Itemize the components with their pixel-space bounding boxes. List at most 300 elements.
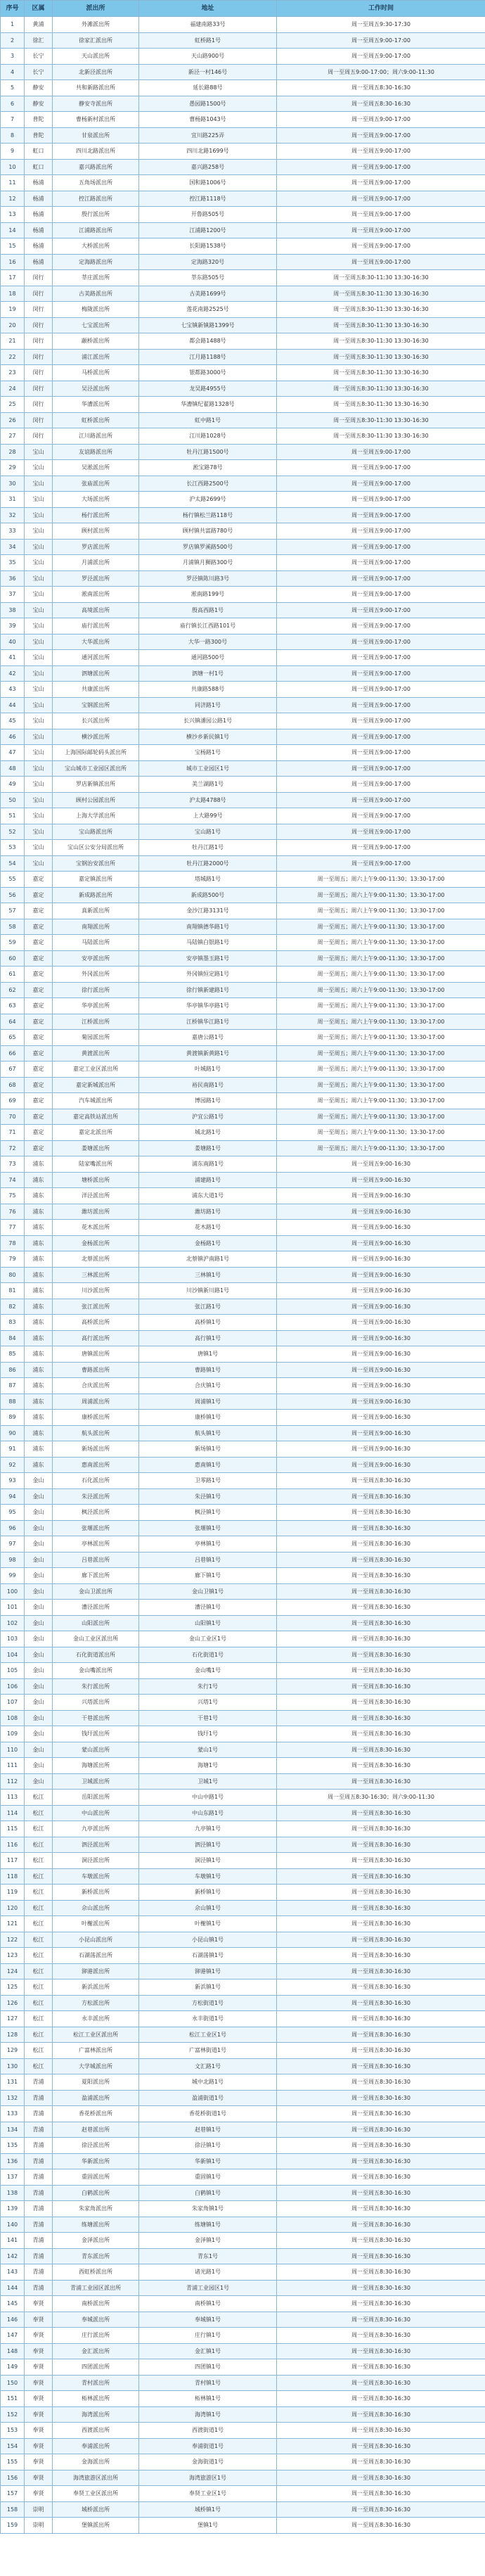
cell-district: 闵行 xyxy=(25,333,53,350)
cell-address: 康桥镇1号 xyxy=(139,1410,277,1426)
cell-address: 华漕镇纪翟路1328号 xyxy=(139,397,277,413)
cell-hours: 周一至周五8:30-16:30；周六9:00-11:30 xyxy=(277,1790,485,1806)
cell-index: 8 xyxy=(1,127,25,144)
cell-index: 151 xyxy=(1,2391,25,2407)
cell-hours: 周一至周五9:00-17:00 xyxy=(277,840,485,856)
cell-hours: 周一至周五8:30-16:30 xyxy=(277,80,485,96)
cell-index: 109 xyxy=(1,1726,25,1742)
table-row xyxy=(1,254,485,270)
cell-district: 宝山 xyxy=(25,697,53,713)
cell-hours: 周一至周五9:00-16:30 xyxy=(277,1299,485,1315)
cell-address: 四团镇1号 xyxy=(139,2359,277,2376)
cell-address: 惠南镇1号 xyxy=(139,1457,277,1473)
cell-district: 奉贤 xyxy=(25,2343,53,2359)
cell-district: 金山 xyxy=(25,1773,53,1790)
cell-address: 城市工业园区1号 xyxy=(139,760,277,777)
table-row xyxy=(1,127,485,144)
cell-station: 廊下派出所 xyxy=(53,1568,139,1584)
cell-index: 100 xyxy=(1,1583,25,1600)
cell-address: 廊下镇1号 xyxy=(139,1568,277,1584)
cell-index: 154 xyxy=(1,2438,25,2454)
cell-address: 淞南路199号 xyxy=(139,587,277,603)
cell-address: 四川北路1699号 xyxy=(139,144,277,160)
table-row xyxy=(1,476,485,492)
cell-address: 永丰街道1号 xyxy=(139,2011,277,2027)
cell-index: 126 xyxy=(1,1995,25,2011)
cell-district: 青浦 xyxy=(25,2138,53,2154)
cell-district: 虹口 xyxy=(25,159,53,175)
table-row xyxy=(1,270,485,286)
cell-hours: 周一至周五8:30-16:30 xyxy=(277,2375,485,2391)
cell-district: 宝山 xyxy=(25,555,53,571)
cell-station: 江浦路派出所 xyxy=(53,222,139,238)
cell-index: 86 xyxy=(1,1362,25,1378)
cell-address: 愚园路1500号 xyxy=(139,96,277,112)
cell-station: 嘉定工业区派出所 xyxy=(53,1061,139,1078)
cell-address: 蒙山1号 xyxy=(139,1742,277,1758)
cell-index: 57 xyxy=(1,903,25,919)
cell-hours: 周一至周五9:00-17:00 xyxy=(277,729,485,745)
cell-station: 重固派出所 xyxy=(53,2169,139,2186)
cell-hours: 周一至周五9:00-17:00 xyxy=(277,112,485,128)
cell-district: 宝山 xyxy=(25,745,53,761)
cell-district: 宝山 xyxy=(25,682,53,698)
cell-station: 共和新路派出所 xyxy=(53,80,139,96)
cell-hours: 周一至周五9:00-16:30 xyxy=(277,1283,485,1299)
cell-district: 宝山 xyxy=(25,523,53,540)
cell-district: 松江 xyxy=(25,1805,53,1821)
table-row xyxy=(1,2043,485,2059)
cell-hours: 周一至周五8:30-16:30 xyxy=(277,1885,485,1901)
cell-address: 诸光路1号 xyxy=(139,2264,277,2281)
cell-station: 莘庄派出所 xyxy=(53,270,139,286)
table-row xyxy=(1,1758,485,1774)
cell-hours: 周一至周五9:00-16:30 xyxy=(277,1441,485,1458)
cell-district: 杨浦 xyxy=(25,238,53,255)
cell-district: 松江 xyxy=(25,1853,53,1869)
cell-index: 146 xyxy=(1,2312,25,2328)
cell-hours: 周一至周五9:00-17:00 xyxy=(277,570,485,587)
cell-hours: 周一至周五9:00-16:30 xyxy=(277,1457,485,1473)
table-row xyxy=(1,1790,485,1806)
cell-index: 127 xyxy=(1,2011,25,2027)
cell-index: 52 xyxy=(1,824,25,840)
table-row xyxy=(1,903,485,919)
cell-hours: 周一至周五8:30-11:30 13:30-16:30 xyxy=(277,397,485,413)
table-row xyxy=(1,381,485,397)
cell-address: 漕泾镇1号 xyxy=(139,1600,277,1616)
table-row xyxy=(1,1678,485,1695)
cell-district: 奉贤 xyxy=(25,2391,53,2407)
cell-hours: 周一至周五9:00-17:00 xyxy=(277,745,485,761)
cell-station: 金山工业区派出所 xyxy=(53,1631,139,1647)
cell-station: 金泽派出所 xyxy=(53,2233,139,2249)
cell-station: 小昆山派出所 xyxy=(53,1932,139,1948)
cell-hours: 周一至周五8:30-16:30 xyxy=(277,2058,485,2074)
cell-station: 高桥派出所 xyxy=(53,1315,139,1331)
cell-address: 亭林镇1号 xyxy=(139,1536,277,1552)
cell-address: 江川路1028号 xyxy=(139,428,277,445)
cell-hours: 周一至周五8:30-16:30 xyxy=(277,1536,485,1552)
table-row xyxy=(1,349,485,365)
cell-district: 青浦 xyxy=(25,2169,53,2186)
cell-hours: 周一至周五；周六上午9:00-11:30；13:30-17:00 xyxy=(277,1109,485,1125)
table-row xyxy=(1,207,485,223)
cell-hours: 周一至周五8:30-16:30 xyxy=(277,2153,485,2169)
cell-station: 漕泾派出所 xyxy=(53,1600,139,1616)
cell-district: 浦东 xyxy=(25,1156,53,1173)
cell-address: 川沙镇新川路1号 xyxy=(139,1283,277,1299)
cell-district: 金山 xyxy=(25,1615,53,1631)
cell-station: 泗泾派出所 xyxy=(53,1837,139,1853)
cell-address: 堡镇1号 xyxy=(139,2518,277,2534)
cell-address: 虹桥路1号 xyxy=(139,32,277,49)
cell-address: 叶城路1号 xyxy=(139,1061,277,1078)
cell-index: 136 xyxy=(1,2153,25,2169)
table-row xyxy=(1,2470,485,2486)
cell-address: 三林镇1号 xyxy=(139,1267,277,1283)
table-row xyxy=(1,2375,485,2391)
cell-hours: 周一至周五9:00-16:30 xyxy=(277,1410,485,1426)
cell-district: 嘉定 xyxy=(25,872,53,888)
cell-address: 娄塘路1号 xyxy=(139,1140,277,1156)
cell-index: 99 xyxy=(1,1568,25,1584)
header-address: 地址 xyxy=(139,1,277,17)
table-row xyxy=(1,2138,485,2154)
cell-district: 嘉定 xyxy=(25,1014,53,1030)
cell-hours: 周一至周五9:00-17:00 xyxy=(277,32,485,49)
cell-index: 85 xyxy=(1,1346,25,1363)
cell-hours: 周一至周五8:30-16:30 xyxy=(277,1900,485,1916)
cell-hours: 周一至周五8:30-16:30 xyxy=(277,2406,485,2423)
table-row xyxy=(1,1315,485,1331)
cell-address: 泖港镇1号 xyxy=(139,1963,277,1979)
cell-index: 152 xyxy=(1,2406,25,2423)
cell-district: 青浦 xyxy=(25,2106,53,2122)
cell-station: 四团派出所 xyxy=(53,2359,139,2376)
cell-address: 长江西路2500号 xyxy=(139,476,277,492)
cell-address: 朱家角镇1号 xyxy=(139,2201,277,2217)
cell-hours: 周一至周五；周六上午9:00-11:30；13:30-17:00 xyxy=(277,872,485,888)
cell-station: 松江工业区派出所 xyxy=(53,2027,139,2043)
cell-district: 金山 xyxy=(25,1552,53,1568)
cell-hours: 周一至周五8:30-16:30 xyxy=(277,2264,485,2281)
table-row xyxy=(1,1077,485,1093)
cell-address: 西渡街道1号 xyxy=(139,2423,277,2439)
header-index: 序号 xyxy=(1,1,25,17)
cell-district: 黄浦 xyxy=(25,17,53,33)
cell-district: 宝山 xyxy=(25,507,53,523)
table-row xyxy=(1,1647,485,1663)
table-row xyxy=(1,950,485,967)
cell-address: 九亭镇1号 xyxy=(139,1821,277,1837)
table-row xyxy=(1,1568,485,1584)
cell-index: 50 xyxy=(1,792,25,808)
table-row xyxy=(1,2328,485,2344)
table-row xyxy=(1,2518,485,2534)
cell-index: 88 xyxy=(1,1394,25,1410)
cell-district: 青浦 xyxy=(25,2264,53,2281)
cell-index: 93 xyxy=(1,1473,25,1489)
cell-station: 梅陇派出所 xyxy=(53,302,139,318)
cell-address: 庙行镇长江西路101号 xyxy=(139,618,277,635)
cell-station: 古美路派出所 xyxy=(53,286,139,302)
cell-index: 82 xyxy=(1,1299,25,1315)
cell-hours: 周一至周五9:00-17:00 xyxy=(277,808,485,824)
cell-hours: 周一至周五8:30-16:30 xyxy=(277,1631,485,1647)
table-row xyxy=(1,2011,485,2027)
table-row xyxy=(1,1188,485,1204)
cell-address: 新成路500号 xyxy=(139,887,277,903)
cell-address: 朱泾镇1号 xyxy=(139,1488,277,1505)
cell-district: 金山 xyxy=(25,1726,53,1742)
cell-station: 张堰派出所 xyxy=(53,1520,139,1536)
cell-hours: 周一至周五8:30-16:30 xyxy=(277,1916,485,1932)
cell-district: 崇明 xyxy=(25,2518,53,2534)
cell-hours: 周一至周五8:30-16:30 xyxy=(277,2122,485,2138)
cell-station: 海湾派出所 xyxy=(53,2406,139,2423)
cell-hours: 周一至周五8:30-11:30 13:30-16:30 xyxy=(277,412,485,428)
cell-district: 金山 xyxy=(25,1583,53,1600)
cell-district: 浦东 xyxy=(25,1251,53,1268)
table-row xyxy=(1,634,485,650)
cell-district: 奉贤 xyxy=(25,2375,53,2391)
cell-hours: 周一至周五8:30-16:30 xyxy=(277,1726,485,1742)
cell-district: 嘉定 xyxy=(25,1140,53,1156)
cell-district: 金山 xyxy=(25,1505,53,1521)
cell-index: 29 xyxy=(1,460,25,476)
table-row xyxy=(1,618,485,635)
cell-station: 顾村派出所 xyxy=(53,523,139,540)
table-row xyxy=(1,713,485,729)
cell-station: 枫泾派出所 xyxy=(53,1505,139,1521)
cell-index: 94 xyxy=(1,1488,25,1505)
cell-index: 53 xyxy=(1,840,25,856)
cell-address: 长兴镇潘园公路1号 xyxy=(139,713,277,729)
cell-index: 120 xyxy=(1,1900,25,1916)
cell-index: 139 xyxy=(1,2201,25,2217)
cell-district: 嘉定 xyxy=(25,1093,53,1109)
cell-station: 高行派出所 xyxy=(53,1330,139,1346)
cell-station: 北新泾派出所 xyxy=(53,64,139,80)
cell-hours: 周一至周五8:30-16:30 xyxy=(277,2011,485,2027)
table-row xyxy=(1,998,485,1014)
cell-hours: 周一至周五；周六上午9:00-11:30；13:30-17:00 xyxy=(277,982,485,998)
cell-station: 吴泾派出所 xyxy=(53,381,139,397)
cell-station: 控江路派出所 xyxy=(53,191,139,207)
table-row xyxy=(1,1235,485,1251)
table-row xyxy=(1,1853,485,1869)
table-row xyxy=(1,1805,485,1821)
cell-hours: 周一至周五9:00-17:00 xyxy=(277,760,485,777)
cell-address: 新桥镇1号 xyxy=(139,1885,277,1901)
cell-address: 周浦镇1号 xyxy=(139,1394,277,1410)
table-row xyxy=(1,1425,485,1441)
cell-station: 安亭派出所 xyxy=(53,950,139,967)
cell-hours: 周一至周五9:00-17:00 xyxy=(277,777,485,793)
cell-index: 87 xyxy=(1,1378,25,1394)
table-row xyxy=(1,1299,485,1315)
cell-address: 高桥镇1号 xyxy=(139,1315,277,1331)
cell-station: 朱家角派出所 xyxy=(53,2201,139,2217)
cell-hours: 周一至周五8:30-16:30 xyxy=(277,1488,485,1505)
cell-address: 庄行镇1号 xyxy=(139,2328,277,2344)
table-row xyxy=(1,64,485,80)
table-row xyxy=(1,1378,485,1394)
cell-hours: 周一至周五8:30-16:30 xyxy=(277,2470,485,2486)
cell-hours: 周一至周五8:30-16:30 xyxy=(277,2074,485,2091)
cell-hours: 周一至周五；周六上午9:00-11:30；13:30-17:00 xyxy=(277,967,485,983)
cell-station: 朱泾派出所 xyxy=(53,1488,139,1505)
cell-hours: 周一至周五9:00-16:30 xyxy=(277,1362,485,1378)
cell-hours: 周一至周五8:30-16:30 xyxy=(277,1568,485,1584)
cell-index: 158 xyxy=(1,2501,25,2518)
cell-hours: 周一至周五9:00-17:00 xyxy=(277,444,485,460)
cell-station: 青东派出所 xyxy=(53,2248,139,2264)
cell-address: 牡丹江路1500号 xyxy=(139,444,277,460)
cell-station: 宝山区公安分局派出所 xyxy=(53,840,139,856)
cell-station: 惠南派出所 xyxy=(53,1457,139,1473)
cell-district: 奉贤 xyxy=(25,2359,53,2376)
cell-district: 嘉定 xyxy=(25,1061,53,1078)
cell-address: 通河路500号 xyxy=(139,650,277,666)
cell-index: 30 xyxy=(1,476,25,492)
cell-index: 122 xyxy=(1,1932,25,1948)
cell-station: 山阳派出所 xyxy=(53,1615,139,1631)
cell-station: 四川北路派出所 xyxy=(53,144,139,160)
cell-hours: 周一至周五8:30-11:30 13:30-16:30 xyxy=(277,270,485,286)
cell-station: 塘桥派出所 xyxy=(53,1172,139,1188)
table-row xyxy=(1,2501,485,2518)
cell-hours: 周一至周五8:30-16:30 xyxy=(277,1758,485,1774)
cell-address: 小昆山镇1号 xyxy=(139,1932,277,1948)
table-row xyxy=(1,2312,485,2328)
cell-address: 金海街道1号 xyxy=(139,2454,277,2470)
cell-hours: 周一至周五；周六上午9:00-11:30；13:30-17:00 xyxy=(277,1030,485,1046)
cell-address: 车墩镇1号 xyxy=(139,1868,277,1885)
cell-address: 福建南路33号 xyxy=(139,17,277,33)
cell-district: 奉贤 xyxy=(25,2470,53,2486)
cell-station: 嘉定北派出所 xyxy=(53,1125,139,1141)
cell-index: 75 xyxy=(1,1188,25,1204)
cell-station: 高境派出所 xyxy=(53,602,139,618)
cell-hours: 周一至周五；周六上午9:00-11:30；13:30-17:00 xyxy=(277,998,485,1014)
cell-station: 顾村公园派出所 xyxy=(53,792,139,808)
cell-index: 123 xyxy=(1,1948,25,1964)
cell-address: 新场镇1号 xyxy=(139,1441,277,1458)
cell-address: 白鹤镇1号 xyxy=(139,2185,277,2201)
cell-district: 浦东 xyxy=(25,1425,53,1441)
cell-index: 25 xyxy=(1,397,25,413)
cell-index: 63 xyxy=(1,998,25,1014)
cell-index: 64 xyxy=(1,1014,25,1030)
cell-station: 大学城派出所 xyxy=(53,2058,139,2074)
cell-station: 石化街道派出所 xyxy=(53,1647,139,1663)
table-row xyxy=(1,1457,485,1473)
table-row xyxy=(1,602,485,618)
cell-district: 金山 xyxy=(25,1600,53,1616)
cell-hours: 周一至周五9:30-17:30 xyxy=(277,17,485,33)
cell-district: 松江 xyxy=(25,1916,53,1932)
table-row xyxy=(1,144,485,160)
cell-index: 74 xyxy=(1,1172,25,1188)
cell-address: 天山路900号 xyxy=(139,49,277,65)
cell-index: 13 xyxy=(1,207,25,223)
cell-hours: 周一至周五9:00-17:00 xyxy=(277,460,485,476)
cell-address: 吕巷镇1号 xyxy=(139,1552,277,1568)
cell-hours: 周一至周五；周六上午9:00-11:30；13:30-17:00 xyxy=(277,887,485,903)
cell-district: 青浦 xyxy=(25,2233,53,2249)
cell-station: 外冈派出所 xyxy=(53,967,139,983)
cell-address: 金山工业区1号 xyxy=(139,1631,277,1647)
cell-address: 香花桥街道1号 xyxy=(139,2106,277,2122)
cell-station: 甘泉派出所 xyxy=(53,127,139,144)
cell-address: 宝山路1号 xyxy=(139,824,277,840)
table-row xyxy=(1,2090,485,2106)
table-row xyxy=(1,32,485,49)
cell-district: 宝山 xyxy=(25,777,53,793)
cell-address: 浦东大道1号 xyxy=(139,1188,277,1204)
cell-index: 35 xyxy=(1,555,25,571)
cell-district: 宝山 xyxy=(25,602,53,618)
cell-hours: 周一至周五9:00-16:30 xyxy=(277,1315,485,1331)
cell-address: 枫泾镇1号 xyxy=(139,1505,277,1521)
table-row xyxy=(1,317,485,333)
cell-district: 金山 xyxy=(25,1473,53,1489)
table-body xyxy=(1,17,485,2534)
cell-station: 江川路派出所 xyxy=(53,428,139,445)
cell-address: 中山中路1号 xyxy=(139,1790,277,1806)
cell-index: 84 xyxy=(1,1330,25,1346)
cell-address: 赵巷镇1号 xyxy=(139,2122,277,2138)
cell-index: 18 xyxy=(1,286,25,302)
cell-district: 长宁 xyxy=(25,64,53,80)
cell-district: 浦东 xyxy=(25,1441,53,1458)
cell-district: 嘉定 xyxy=(25,919,53,935)
cell-index: 55 xyxy=(1,872,25,888)
cell-address: 徐行镇新建路1号 xyxy=(139,982,277,998)
cell-address: 七宝镇新镇路1399号 xyxy=(139,317,277,333)
table-row xyxy=(1,1979,485,1996)
cell-district: 松江 xyxy=(25,2058,53,2074)
cell-index: 33 xyxy=(1,523,25,540)
table-row xyxy=(1,412,485,428)
cell-index: 73 xyxy=(1,1156,25,1173)
cell-district: 嘉定 xyxy=(25,1125,53,1141)
table-row xyxy=(1,2280,485,2296)
cell-hours: 周一至周五8:30-16:30 xyxy=(277,2501,485,2518)
cell-district: 奉贤 xyxy=(25,2296,53,2312)
cell-station: 大桥派出所 xyxy=(53,238,139,255)
cell-index: 105 xyxy=(1,1663,25,1679)
cell-hours: 周一至周五9:00-17:00 xyxy=(277,238,485,255)
table-row xyxy=(1,1631,485,1647)
cell-index: 124 xyxy=(1,1963,25,1979)
cell-district: 嘉定 xyxy=(25,1030,53,1046)
table-row xyxy=(1,1552,485,1568)
cell-station: 淞南派出所 xyxy=(53,587,139,603)
cell-district: 金山 xyxy=(25,1488,53,1505)
cell-station: 上海国际邮轮码头派出所 xyxy=(53,745,139,761)
cell-hours: 周一至周五8:30-16:30 xyxy=(277,1773,485,1790)
cell-district: 长宁 xyxy=(25,49,53,65)
cell-station: 南翔派出所 xyxy=(53,919,139,935)
cell-address: 曹路镇1号 xyxy=(139,1362,277,1378)
cell-district: 金山 xyxy=(25,1647,53,1663)
cell-hours: 周一至周五8:30-16:30 xyxy=(277,1520,485,1536)
cell-index: 107 xyxy=(1,1695,25,1711)
cell-station: 西虹桥派出所 xyxy=(53,2264,139,2281)
